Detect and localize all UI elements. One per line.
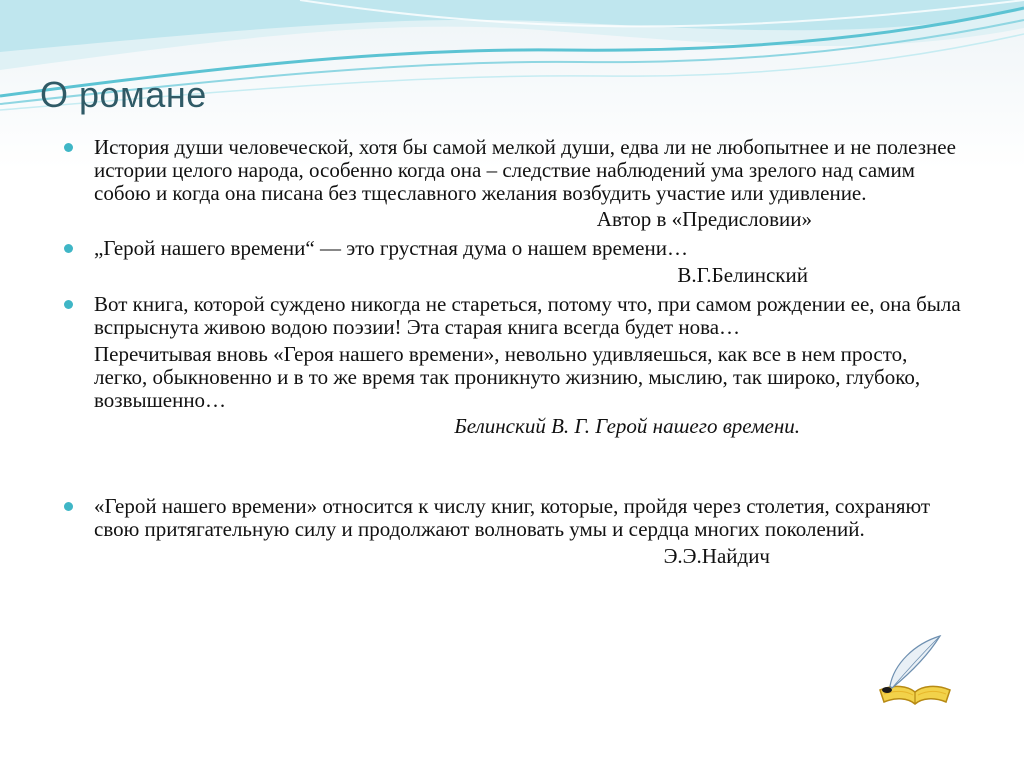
quote-author: Э.Э.Найдич — [663, 544, 770, 568]
quote-item — [64, 495, 964, 541]
quote-text: «Герой нашего времени» относится к числу книг, которые, пройдя через столетия, сохраняют свою притягательную силу и продолжают волновать умы и сердца многих поколений. — [94, 494, 931, 541]
quote-continuation: Перечитывая вновь «Героя нашего времени», невольно удивляешься, как все в нем просто, легко, обыкновенно и в то же время так проникнуто жизнию, мыслию, так широко, глубоко, возвышенно… — [94, 342, 921, 412]
slide-content — [64, 136, 964, 568]
quote-text: История души человеческой, хотя бы самой мелкой души, едва ли не любопытнее и не полезнее истории целого народа, особенно когда она – следствие наблюдений ума зрелого над самим собою и когда она писана без тщеславного желания возбудить участие или удивление. — [94, 135, 956, 205]
bullet-icon — [64, 244, 73, 253]
quote-author: Автор в «Предисловии» — [596, 207, 812, 231]
quote-text: Вот книга, которой суждено никогда не стареться, потому что, при самом рождении ее, она была вспрыснута живою водою поэзии! Эта старая книга всегда будет нова… — [94, 292, 961, 339]
slide-title: О романе — [40, 74, 207, 115]
quill-book-icon — [874, 634, 956, 706]
quote-item — [64, 293, 964, 339]
bullet-icon — [64, 143, 73, 152]
quote-item — [64, 136, 964, 205]
bullet-icon — [64, 300, 73, 309]
bullet-icon — [64, 502, 73, 511]
quote-author: Белинский В. Г. Герой нашего времени. — [454, 414, 800, 438]
quote-item — [64, 237, 964, 260]
quote-text: „Герой нашего времени“ — это грустная дума о нашем времени… — [94, 236, 688, 260]
quote-author: В.Г.Белинский — [677, 263, 808, 287]
